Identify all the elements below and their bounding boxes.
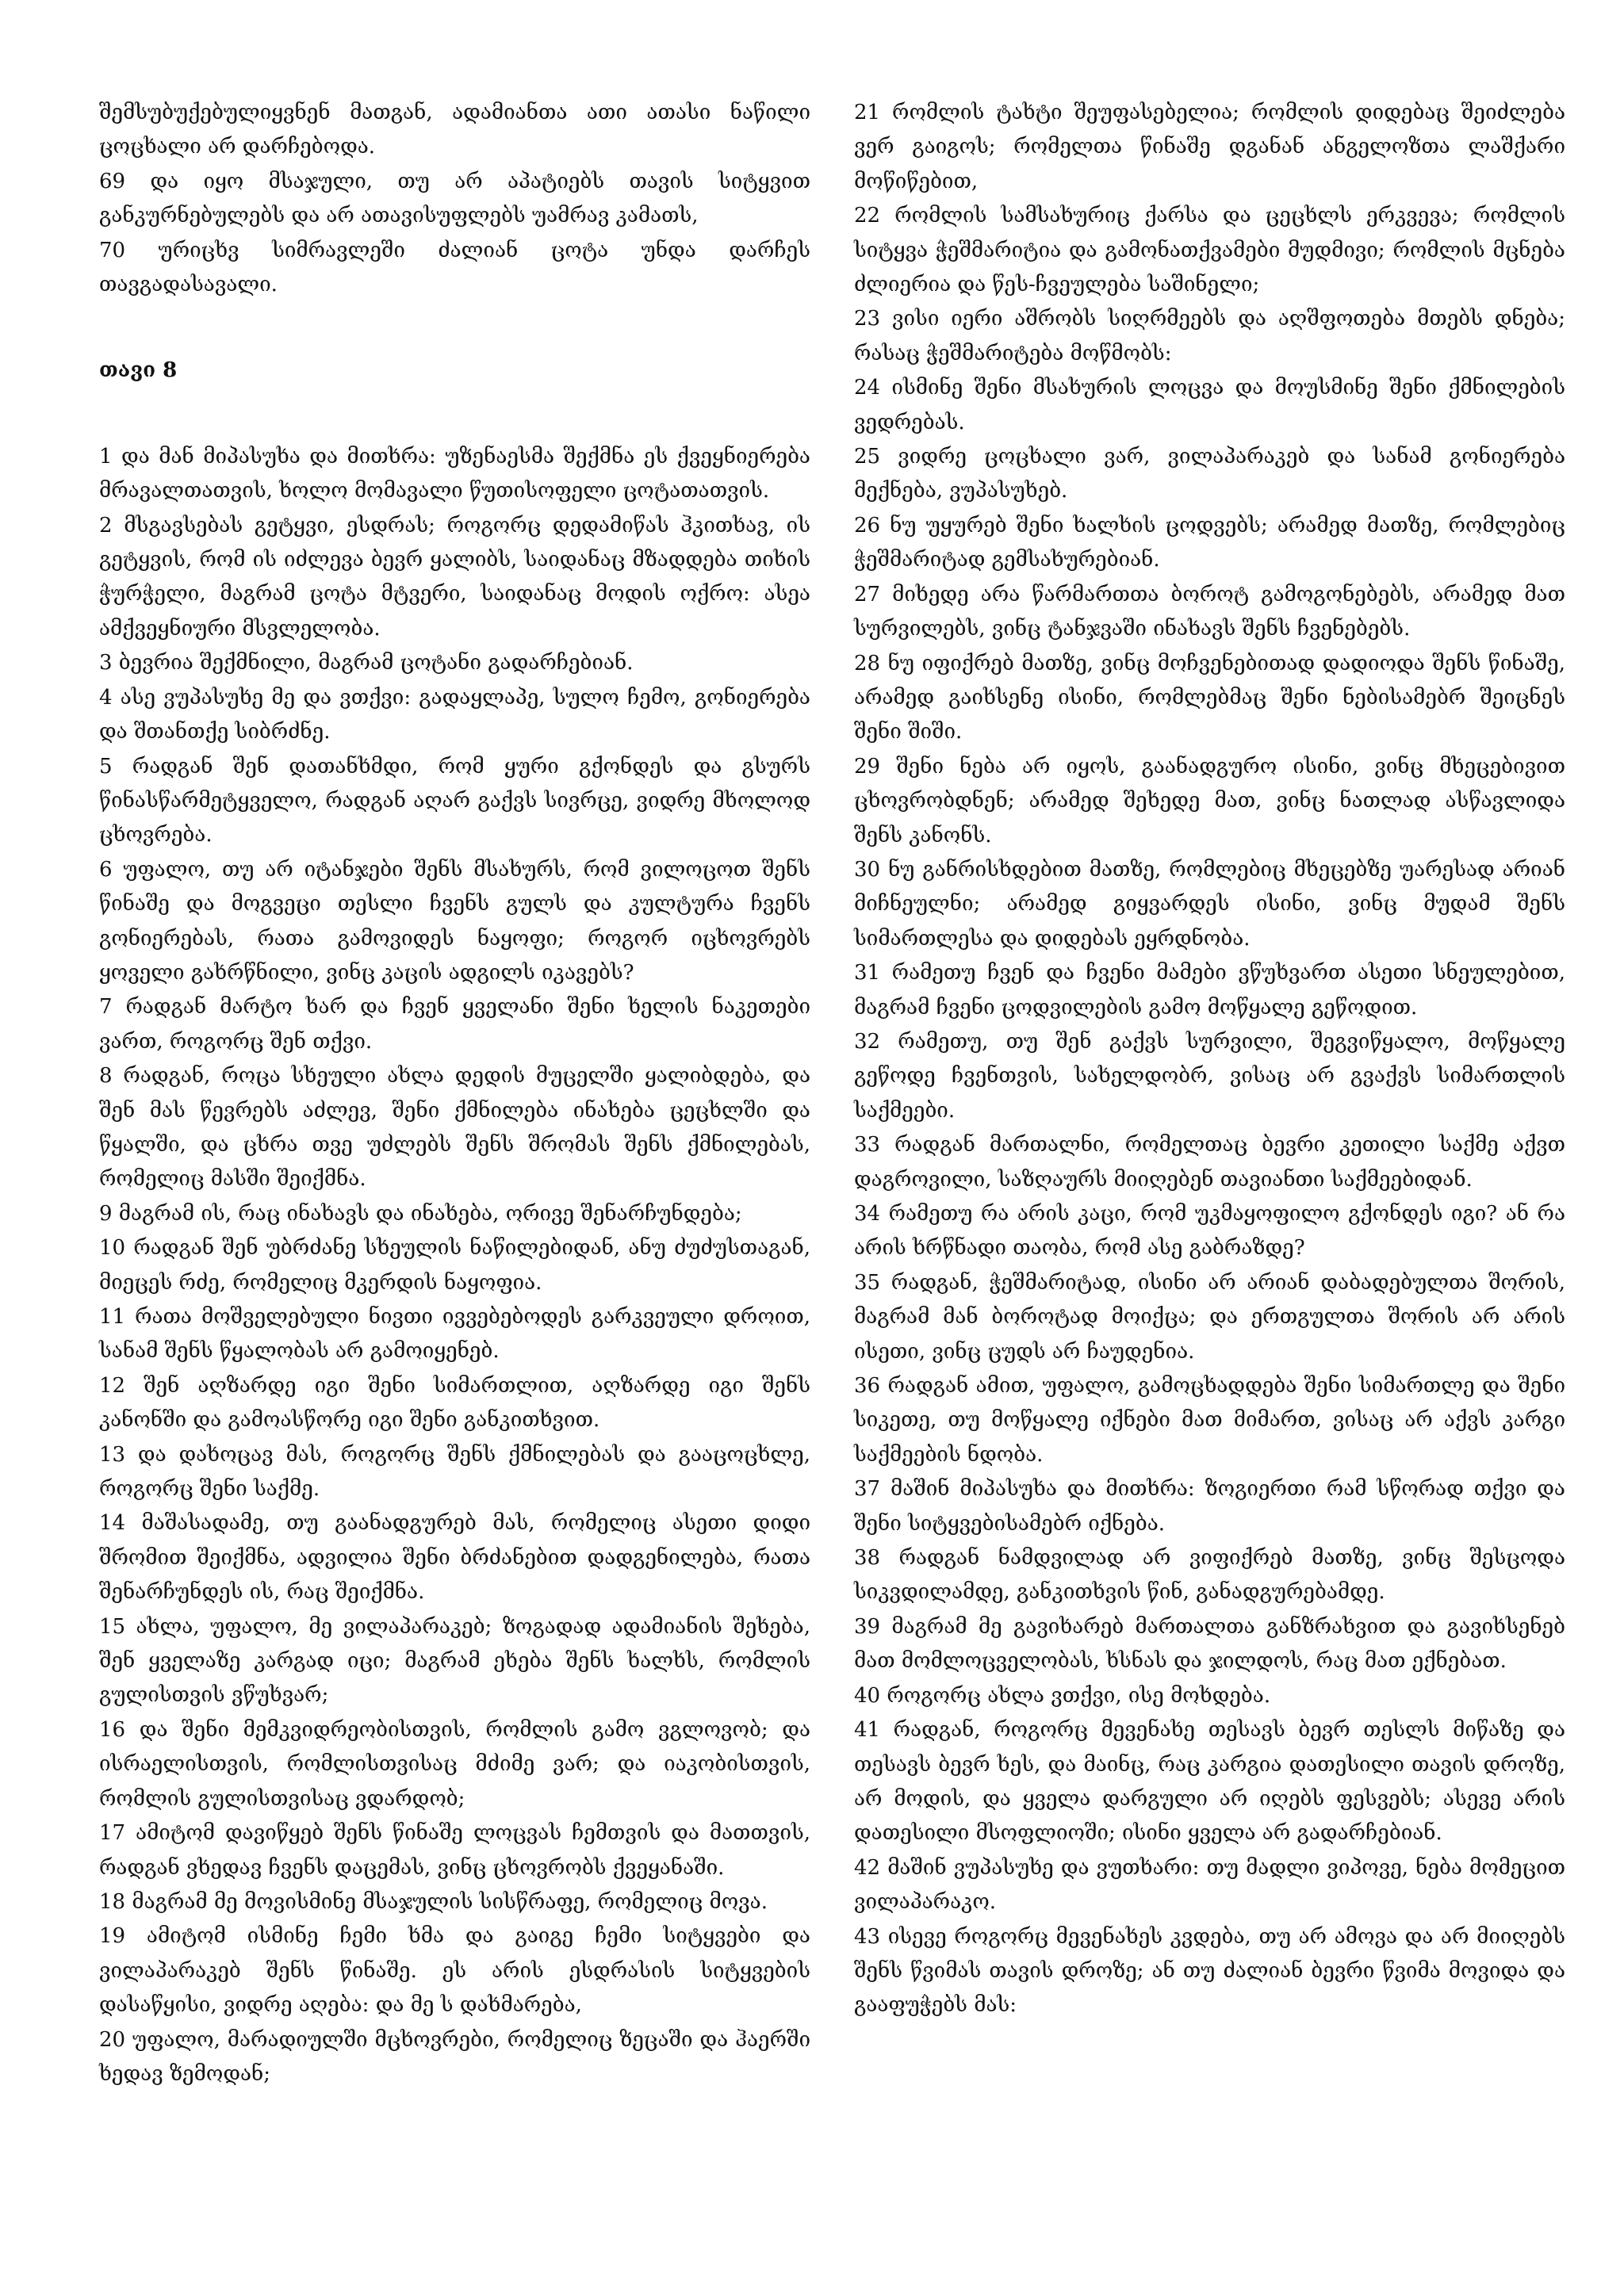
verse: 23 ვისი იერი აშრობს სიღრმეებს და აღშფოთება მთებს დნება; რასაც ჭეშმარიტება მოწმობს: (854, 307, 1565, 365)
verse: 20 უფალო, მარადიულში მცხოვრები, რომელიც ზეცაში და ჰაერში ხედავ ზემოდან; (99, 2027, 810, 2086)
verse-69: 69 და იყო მსაჯული, თუ არ აპატიებს თავის სიტყვით განკურნებულებს და არ ათავისუფლებს უამრავ კამათს, (99, 169, 810, 228)
verse: 13 და დახოცავ მას, როგორც შენს ქმნილებას და გააცოცხლე, როგორც შენი საქმე. (99, 1442, 810, 1502)
verse: 33 რადგან მართალნი, რომელთაც ბევრი კეთილი საქმე აქვთ დაგროვილი, საზღაურს მიიღებენ თავიანთი საქმეებიდან. (854, 1133, 1565, 1192)
verse: 38 რადგან ნამდვილად არ ვიფიქრებ მათზე, ვინც შესცოდა სიკვდილამდე, განკითხვის წინ, განადგურებამდე. (854, 1546, 1565, 1605)
verse: 24 ისმინე შენი მსახურის ლოცვა და მოუსმინე შენი ქმნილების ვედრებას. (854, 376, 1565, 434)
verse: 43 ისევე როგორც მევენახეს კვდება, თუ არ ამოვა და არ მიიღებს შენს წვიმას თავის დროზე; ან თუ ძალიან ბევრი წვიმა მოვიდა და გააფუჭებს მას: (854, 1924, 1565, 2018)
verse: 36 რადგან ამით, უფალო, გამოცხადდება შენი სიმართლე და შენი სიკეთე, თუ მოწყალე იქნები მათ მიმართ, ვისაც არ აქვს კარგი საქმეების ნდობა. (854, 1374, 1565, 1467)
verse: 28 ნუ იფიქრებ მათზე, ვინც მოჩვენებითად დადიოდა შენს წინაშე, არამედ გაიხსენე ისინი, რომლებმაც შენი ნებისამებრ შეიცნეს შენი შიში. (854, 651, 1565, 744)
verse: 16 და შენი მემკვიდრეობისთვის, რომლის გამო ვგლოვობ; და ისრაელისთვის, რომლისთვისაც მძიმე ვარ; და იაკობისთვის, რომლის გულისთვისაც ვდარდობ; (99, 1717, 810, 1811)
verse: 31 რამეთუ ჩვენ და ჩვენი მამები ვწუხვართ ასეთი სნეულებით, მაგრამ ჩვენი ცოდვილების გამო მოწყალე გეწოდით. (854, 961, 1565, 1020)
verse: 42 მაშინ ვუპასუხე და ვუთხარი: თუ მადლი ვიპოვე, ნება მომეცით ვილაპარაკო. (854, 1855, 1565, 1915)
verse: 27 მიხედე არა წარმართთა ბოროტ გამოგონებებს, არამედ მათ სურვილებს, ვინც ტანჯვაში ინახავს შენს ჩვენებებს. (854, 582, 1565, 641)
right-column (854, 96, 1565, 2023)
verse: 26 ნუ უყურებ შენი ხალხის ცოდვებს; არამედ მათზე, რომლებიც ჭეშმარიტად გემსახურებიან. (854, 513, 1565, 572)
verse: 19 ამიტომ ისმინე ჩემი ხმა და გაიგე ჩემი სიტყვები და ვილაპარაკებ შენს წინაშე. ეს არის ესდრასის სიტყვების დასაწყისი, ვიდრე აღება: და მე ს დახმარება, (99, 1924, 810, 2018)
verse: 32 რამეთუ, თუ შენ გაქვს სურვილი, შეგვიწყალო, მოწყალე გეწოდე ჩვენთვის, სახელდობრ, ვისაც არ გვაქვს სიმართლის საქმეები. (854, 1029, 1565, 1123)
verse: 21 რომლის ტახტი შეუფასებელია; რომლის დიდებაც შეიძლება ვერ გაიგოს; რომელთა წინაშე დგანან ანგელოზთა ლაშქარი მოწიწებით, (854, 101, 1565, 193)
verse: 12 შენ აღზარდე იგი შენი სიმართლით, აღზარდე იგი შენს კანონში და გამოასწორე იგი შენი განკითხვით. (99, 1373, 810, 1433)
verse: 9 მაგრამ ის, რაც ინახავს და ინახება, ორივე შენარჩუნდება; (99, 1201, 742, 1226)
verse-70: 70 ურიცხვ სიმრავლეში ძალიან ცოტა უნდა დარჩეს თავგადასავალი. (99, 238, 810, 297)
verse: 40 როგორც ახლა ვთქვი, ისე მოხდება. (854, 1683, 1271, 1708)
lead-paragraph: შემსუბუქებულიყვნენ მათგან, ადამიანთა ათი ათასი ნაწილი ცოცხალი არ დარჩებოდა. (99, 101, 810, 159)
verse: 30 ნუ განრისხდებით მათზე, რომლებიც მხეცებზე უარესად არიან მიჩნეულნი; არამედ გიყვარდეს ისინი, ვინც მუდამ შენს სიმართლესა და დიდებას ეყრდნობა. (854, 857, 1565, 951)
verse: 22 რომლის სამსახურიც ქარსა და ცეცხლს ერკვევა; რომლის სიტყვა ჭეშმარიტია და გამონათქვამები მუდმივი; რომლის მცნება ძლიერია და წეს-ჩვეულება საშინელი; (854, 204, 1565, 297)
verse: 25 ვიდრე ცოცხალი ვარ, ვილაპარაკებ და სანამ გონიერება მექნება, ვუპასუხებ. (854, 445, 1565, 503)
verse: 7 რადგან მარტო ხარ და ჩვენ ყველანი შენი ხელის ნაკეთები ვართ, როგორც შენ თქვი. (99, 995, 810, 1054)
verse: 17 ამიტომ დავიწყებ შენს წინაშე ლოცვას ჩემთვის და მათთვის, რადგან ვხედავ ჩვენს დაცემას, ვინც ცხოვრობს ქვეყანაში. (99, 1821, 810, 1880)
verse: 18 მაგრამ მე მოვისმინე მსაჯულის სისწრაფე, რომელიც მოვა. (99, 1889, 768, 1914)
verse: 41 რადგან, როგორც მევენახე თესავს ბევრ თესლს მიწაზე და თესავს ბევრ ხეს, და მაინც, რაც კარგია დათესილი თავის დროზე, არ მოდის, და ყველა დარგული არ იღებს ფესვებს; ასევე არის დათესილი მსოფლიოში; ისინი ყველა არ გადარჩებიან. (854, 1718, 1565, 1846)
left-column (99, 96, 810, 2091)
verse: 29 შენი ნება არ იყოს, გაანადგურო ისინი, ვინც მხეცებივით ცხოვრობდნენ; არამედ შეხედე მათ, ვინც ნათლად ასწავლიდა შენს კანონს. (854, 754, 1565, 848)
verse: 39 მაგრამ მე გავიხარებ მართალთა განზრახვით და გავიხსენებ მათ მომლოცველობას, ხსნას და ჯილდოს, რაც მათ ექნებათ. (854, 1614, 1565, 1674)
verse: 37 მაშინ მიპასუხა და მითხრა: ზოგიერთი რამ სწორად თქვი და შენი სიტყვებისამებრ იქნება. (854, 1477, 1565, 1536)
verse: 5 რადგან შენ დათანხმდი, რომ ყური გქონდეს და გსურს წინასწარმეტყველო, რადგან აღარ გაქვს სივრცე, ვიდრე მხოლოდ ცხოვრება. (99, 754, 810, 848)
verse: 4 ასე ვუპასუხე მე და ვთქვი: გადაყლაპე, სულო ჩემო, გონიერება და შთანთქე სიბრძნე. (99, 685, 810, 744)
verse: 10 რადგან შენ უბრძანე სხეულის ნაწილებიდან, ანუ ძუძუსთაგან, მიეცეს რძე, რომელიც მკერდის ნაყოფია. (99, 1236, 810, 1295)
verse: 14 მაშასადამე, თუ გაანადგურებ მას, რომელიც ასეთი დიდი შრომით შეიქმნა, ადვილია შენი ბრძანებით დადგენილება, რათა შენარჩუნდეს ის, რაც შეიქმნა. (99, 1511, 810, 1605)
verse: 35 რადგან, ჭეშმარიტად, ისინი არ არიან დაბადებულთა შორის, მაგრამ მან ბოროტად მოიქცა; და ერთგულთა შორის არ არის ისეთი, ვინც ცუდს არ ჩაუდენია. (854, 1270, 1565, 1364)
verse: 2 მსგავსებას გეტყვი, ესდრას; როგორც დედამიწას ჰკითხავ, ის გეტყვის, რომ ის იძლევა ბევრ ყალიბს, საიდანაც მზადდება თიხის ჭურჭელი, მაგრამ ცოტა მტვერი, საიდანაც მოდის ოქრო: ასეა ამქვეყნიური მსვლელობა. (99, 513, 810, 641)
verse: 6 უფალო, თუ არ იტანჯები შენს მსახურს, რომ ვილოცოთ შენს წინაშე და მოგვეცი თესლი ჩვენს გულს და კულტურა ჩვენს გონიერებას, რათა გამოვიდეს ნაყოფი; როგორ იცხოვრებს ყოველი გახრწნილი, ვინც კაცის ადგილს იკავებს? (99, 857, 810, 985)
verse: 3 ბევრია შექმნილი, მაგრამ ცოტანი გადარჩებიან. (99, 651, 634, 675)
verse: 8 რადგან, როცა სხეული ახლა დედის მუცელში ყალიბდება, და შენ მას წევრებს აძლევ, შენი ქმნილება ინახება ცეცხლში და წყალში, და ცხრა თვე უძლებს შენს შრომას შენს ქმნილებას, რომელიც მასში შეიქმნა. (99, 1064, 810, 1192)
chapter-title: თავი 8 (99, 358, 178, 383)
verse: 34 რამეთუ რა არის კაცი, რომ უკმაყოფილო გქონდეს იგი? ან რა არის ხრწნადი თაობა, რომ ასე გაბრაზდე? (854, 1202, 1565, 1261)
verse: 1 და მან მიპასუხა და მითხრა: უზენაესმა შექმნა ეს ქვეყნიერება მრავალთათვის, ხოლო მომავალი წუთისოფელი ცოტათათვის. (99, 444, 810, 503)
verse: 11 რათა მოშველებული ნივთი ივვებებოდეს გარკვეული დროით, სანამ შენს წყალობას არ გამოიყენებ. (99, 1305, 810, 1364)
verse: 15 ახლა, უფალო, მე ვილაპარაკებ; ზოგადად ადამიანის შეხება, შენ ყველაზე კარგად იცი; მაგრამ ეხება შენს ხალხს, რომლის გულისთვის ვწუხვარ; (99, 1614, 810, 1708)
